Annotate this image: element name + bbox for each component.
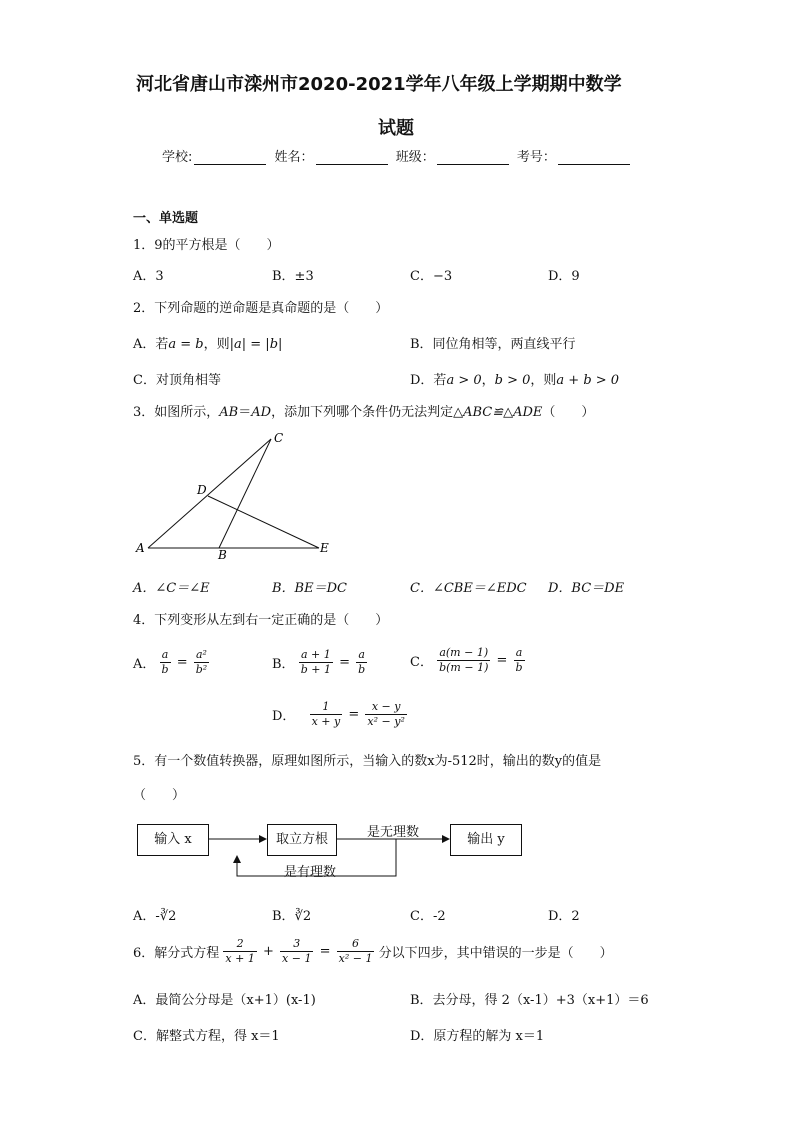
q5-option-a[interactable]: A．-∛2 (133, 909, 177, 924)
q4-option-b[interactable] (272, 648, 367, 677)
q2-option-b[interactable]: B．同位角相等，两直线平行 (410, 337, 576, 352)
q3-stem-mid: ，添加下列哪个条件仍无法判定 (271, 405, 454, 420)
q4-a-label: A． (133, 657, 156, 672)
q3-stem-ad: AD (251, 405, 272, 420)
q3-option-a[interactable]: A．∠C＝∠E (133, 581, 210, 596)
q3-stem-tri: △ABC≌△ADE (453, 405, 543, 420)
q5-option-b[interactable]: B．∛2 (272, 909, 312, 924)
q6-stem-prefix: 6．解分式方程 (133, 946, 220, 961)
q6-frac1: $\frac{2}{x + 1}$ (225, 937, 255, 965)
q2-a-mid: ，则 (203, 337, 230, 352)
q2-option-a[interactable] (133, 333, 282, 352)
q4-option-a[interactable] (133, 648, 209, 677)
q5-option-c[interactable]: C．-2 (410, 909, 446, 924)
q2-option-d[interactable] (410, 369, 619, 388)
name-blank[interactable] (316, 152, 388, 165)
q2-d-prefix: D．若 (410, 373, 447, 388)
school-label: 学校: (162, 150, 193, 165)
q4-d-equals: = (348, 707, 360, 722)
flow-label-rational: 是有理数 (284, 865, 337, 880)
q2-stem: 2．下列命题的逆命题是真命题的是（ ） (133, 301, 389, 316)
name-label: 姓名： (274, 150, 314, 165)
page-title: 河北省唐山市滦州市2020-2021学年八年级上学期期中数学 (136, 74, 622, 95)
segment-de (208, 496, 319, 548)
flow-box-cube-root: 取立方根 (267, 824, 337, 856)
flow-label-irrational: 是无理数 (367, 825, 420, 840)
school-blank[interactable] (194, 152, 266, 165)
q6-stem-suffix: 分以下四步，其中错误的一步是（ ） (378, 946, 613, 961)
q1-stem: 1．9的平方根是（ ） (133, 238, 280, 253)
section-heading: 一、单选题 (133, 211, 199, 226)
q6-equals: = (319, 944, 331, 959)
q4-b-frac1: $\frac{a + 1}{b + 1}$ (300, 648, 331, 676)
q4-c-frac2: $\frac{a}{b}$ (515, 646, 523, 674)
vertex-label-c: C (274, 431, 284, 445)
q6-stem (133, 937, 613, 966)
q2-d-c1: a > 0 (446, 373, 482, 388)
q4-option-d[interactable] (272, 700, 407, 729)
q3-stem-eq: ＝ (238, 405, 252, 420)
class-blank[interactable] (437, 152, 509, 165)
q4-option-c[interactable] (410, 646, 525, 675)
q4-b-frac2: $\frac{a}{b}$ (358, 648, 366, 676)
q4-c-label: C． (410, 655, 433, 670)
flow-box-output: 输出 y (450, 824, 522, 856)
q2-d-mid: ，则 (530, 373, 557, 388)
q4-stem: 4．下列变形从左到右一定正确的是（ ） (133, 613, 389, 628)
exam-no-label: 考号： (516, 150, 556, 165)
q4-d-frac2: $\frac{x - y}{\text{x² − y²}}$ (367, 700, 405, 728)
segment-ac (148, 439, 271, 548)
q4-a-frac1: $\frac{a}{b}$ (161, 648, 169, 676)
q3-stem-ab: AB (219, 405, 239, 420)
student-info-row (162, 146, 634, 165)
page-title-line2: 试题 (378, 118, 414, 139)
segment-bc (219, 439, 271, 548)
q6-option-c[interactable]: C．解整式方程，得 x＝1 (133, 1029, 280, 1044)
q6-frac2: $\frac{3}{x - 1}$ (282, 937, 312, 965)
vertex-label-b: B (218, 548, 227, 562)
q4-d-frac1: $\frac{1}{x + y}$ (311, 700, 341, 728)
q6-option-a[interactable]: A．最简公分母是（x+1）(x-1) (133, 993, 316, 1008)
q3-stem-prefix: 3．如图所示， (133, 405, 220, 420)
q1-option-b[interactable]: B．±3 (272, 269, 314, 284)
q1-option-c[interactable]: C．−3 (410, 269, 453, 284)
q2-a-eq: a = b (168, 337, 204, 352)
q2-d-sep: ， (481, 373, 495, 388)
q3-stem (133, 401, 594, 420)
q5-stem-line1: 5．有一个数值转换器，原理如图所示，当输入的数x为-512时，输出的数y的值是 (133, 754, 602, 769)
q5-stem-line2: （ ） (133, 788, 186, 803)
flow-box-input: 输入 x (137, 824, 209, 856)
q4-a-frac2: $\frac{\text{a²}}{\text{b²}}$ (195, 648, 208, 676)
q2-d-c3: a + b > 0 (556, 373, 620, 388)
q3-stem-end: （ ） (542, 405, 595, 420)
q4-a-equals: = (176, 655, 188, 670)
q6-option-b[interactable]: B．去分母，得 2（x-1）+3（x+1）＝6 (410, 993, 649, 1008)
q6-option-d[interactable]: D．原方程的解为 x＝1 (410, 1029, 545, 1044)
q4-b-equals: = (339, 655, 350, 670)
q4-c-frac1: $\frac{a(m - 1)}{b(m - 1)}$ (439, 646, 489, 674)
q3-option-c[interactable]: C．∠CBE＝∠EDC (410, 581, 527, 596)
q6-frac3: $\frac{6}{\text{x² − 1}}$ (338, 937, 373, 965)
q2-d-c2: b > 0 (494, 373, 531, 388)
vertex-label-a: A (136, 541, 145, 555)
exam-no-blank[interactable] (558, 152, 630, 165)
q4-d-label: D． (272, 709, 296, 724)
q4-b-label: B． (272, 657, 295, 672)
q6-plus: + (262, 944, 274, 959)
q1-option-d[interactable]: D．9 (548, 269, 580, 284)
q5-option-d[interactable]: D．2 (548, 909, 580, 924)
q1-option-a[interactable]: A．3 (133, 269, 164, 284)
q3-triangle-figure (130, 428, 350, 568)
class-label: 班级： (395, 150, 435, 165)
q2-a-abs: |a| = |b| (229, 337, 283, 352)
q2-option-c[interactable]: C．对顶角相等 (133, 373, 221, 388)
q3-option-d[interactable]: D．BC＝DE (548, 581, 625, 596)
q4-c-equals: = (496, 653, 508, 668)
q3-option-b[interactable]: B．BE＝DC (272, 581, 347, 596)
vertex-label-d: D (197, 483, 207, 497)
q2-a-prefix: A．若 (133, 337, 169, 352)
vertex-label-e: E (320, 541, 329, 555)
